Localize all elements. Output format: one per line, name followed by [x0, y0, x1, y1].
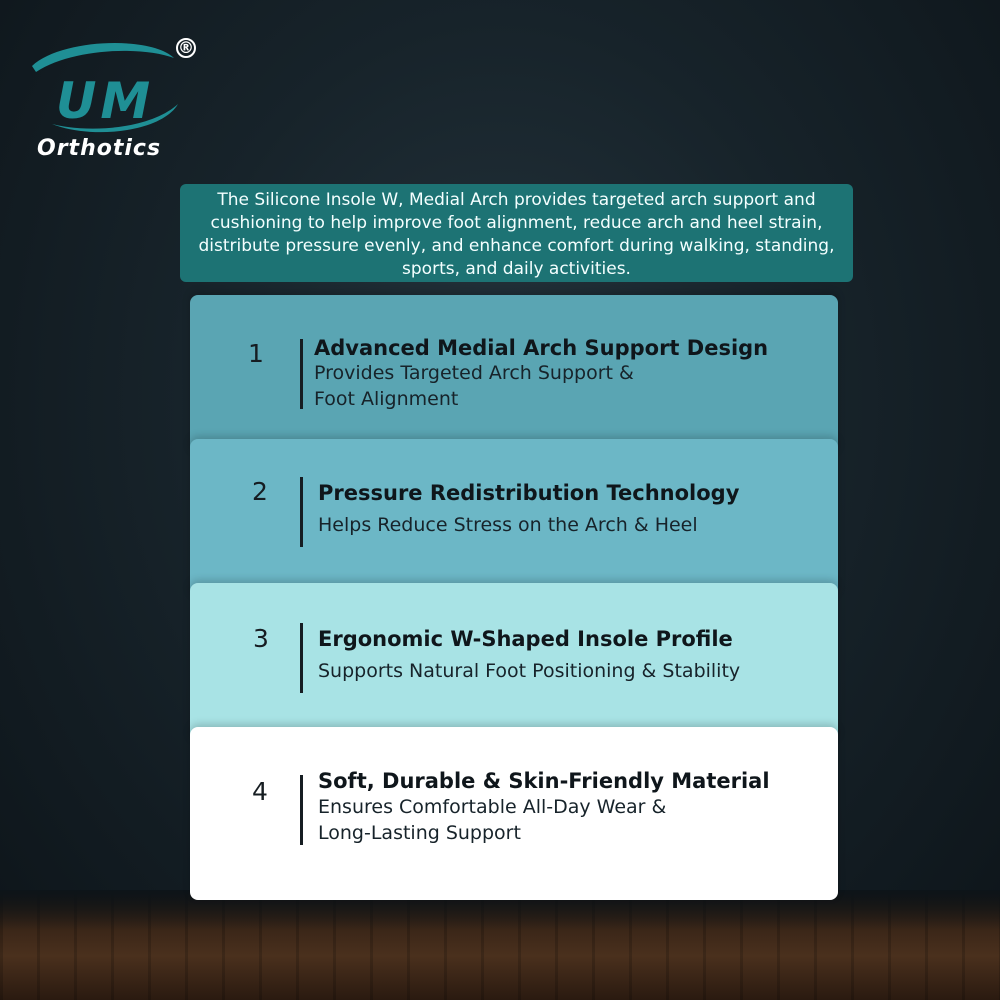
feature-subtitle: Provides Targeted Arch Support & Foot Alignment	[314, 362, 634, 410]
feature-divider	[300, 477, 303, 547]
feature-number: 3	[253, 624, 269, 653]
logo-wordmark: UM	[55, 72, 155, 130]
feature-title: Soft, Durable & Skin-Friendly Material	[318, 769, 770, 793]
feature-divider	[300, 623, 303, 693]
feature-number: 1	[248, 339, 264, 368]
logo-subtitle: Orthotics	[37, 136, 162, 161]
feature-divider	[300, 775, 303, 845]
feature-card-4	[190, 727, 838, 900]
feature-card-2	[190, 439, 838, 599]
feature-title: Ergonomic W-Shaped Insole Profile	[318, 627, 733, 651]
feature-subtitle: Supports Natural Foot Positioning & Stability	[318, 660, 741, 682]
feature-card-1	[190, 295, 838, 455]
feature-subtitle: Helps Reduce Stress on the Arch & Heel	[318, 514, 698, 536]
wood-floor-background	[0, 890, 1000, 1000]
feature-subtitle: Ensures Comfortable All-Day Wear & Long-Lasting Support	[318, 796, 667, 844]
feature-title: Pressure Redistribution Technology	[318, 481, 740, 505]
product-description: The Silicone Insole W, Medial Arch provides targeted arch support and cushioning to help improve foot alignment, reduce arch and heel strain, distribute pressure evenly, and enhance comfort during walking, standing, sports, and daily activities.	[180, 184, 853, 282]
feature-divider	[300, 339, 303, 409]
feature-number: 2	[252, 477, 268, 506]
brand-logo	[22, 36, 202, 166]
feature-card-3	[190, 583, 838, 743]
feature-number: 4	[252, 777, 268, 806]
feature-title: Advanced Medial Arch Support Design	[314, 336, 769, 360]
registered-mark-icon: ®	[178, 38, 194, 57]
